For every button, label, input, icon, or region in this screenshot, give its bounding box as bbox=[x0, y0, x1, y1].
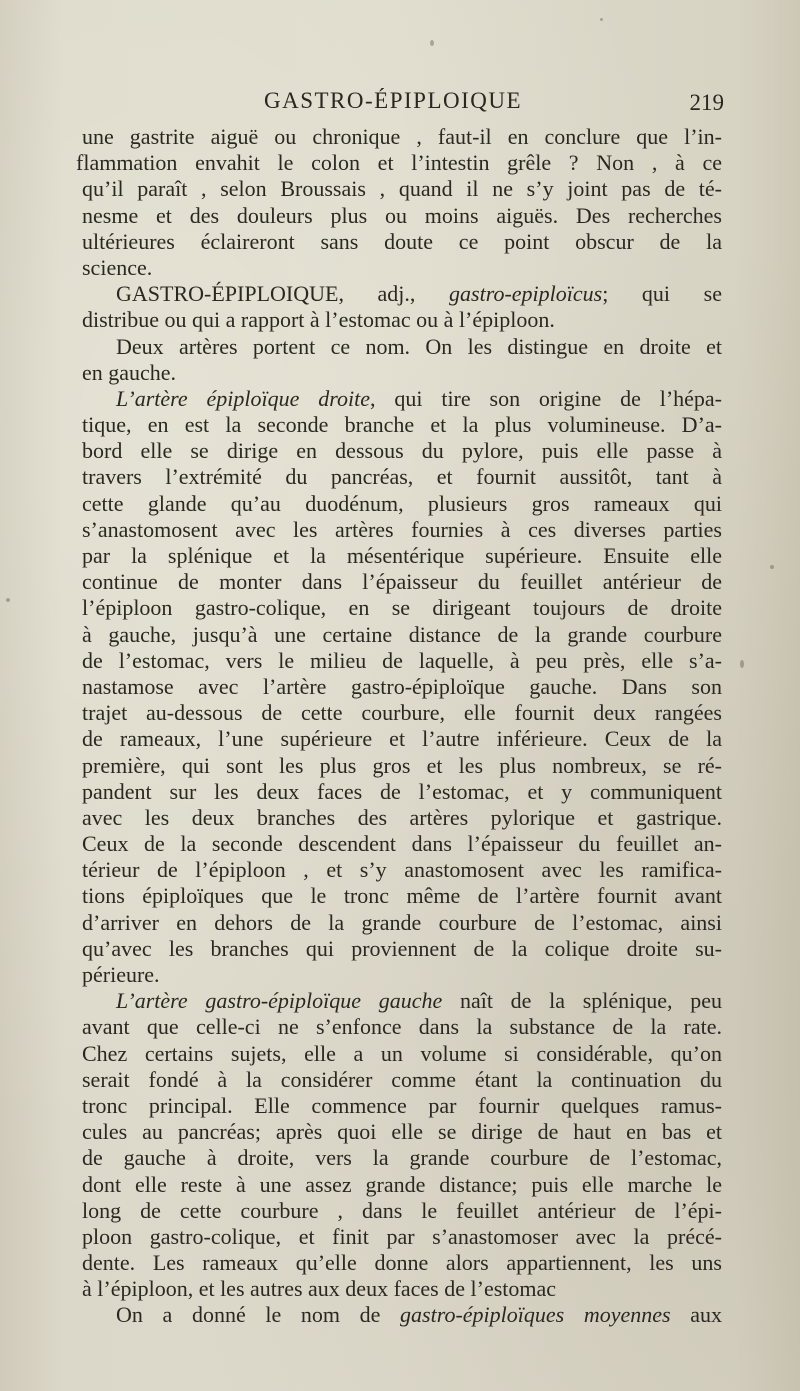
running-head bbox=[84, 88, 724, 124]
text-fragment: aux bbox=[670, 1302, 723, 1328]
text-line: tions épiploïques que le tronc même de l’artère fournit avant bbox=[82, 883, 722, 909]
text-line: une gastrite aiguë ou chronique , faut-il en conclure que l’in- bbox=[82, 124, 722, 149]
text-line: nastamose avec l’artère gastro-épiploïque gauche. Dans son bbox=[82, 673, 722, 699]
entry-heading: GASTRO-ÉPIPLOIQUE, adj., bbox=[116, 281, 450, 307]
ink-speck bbox=[430, 40, 434, 46]
text-line: tique, en est la seconde branche et la plus volumineuse. D’a- bbox=[82, 412, 722, 438]
text-line: de rameaux, l’une supérieure et l’autre inférieure. Ceux de la bbox=[82, 726, 722, 752]
text-line: qu’avec les branches qui proviennent de la colique droite su- bbox=[82, 935, 722, 961]
text-line: travers l’extrémité du pancréas, et fournit aussitôt, tant à bbox=[82, 464, 722, 490]
text-line: nesme et des douleurs plus ou moins aiguës. Des recherches bbox=[82, 202, 722, 228]
italic-subheading: L’artère épiploïque droite bbox=[116, 385, 371, 411]
text-line: ultérieures éclaireront sans doute ce point obscur de la bbox=[82, 228, 722, 254]
text-line: serait fondé à la considérer comme étant la continuation du bbox=[82, 1066, 722, 1092]
ink-speck bbox=[6, 598, 10, 602]
ink-speck bbox=[600, 18, 603, 21]
text-line: périeure. bbox=[82, 962, 160, 987]
text-line: distribue ou qui a rapport à l’estomac ou à l’épiploon. bbox=[82, 307, 555, 333]
text-line: dente. Les rameaux qu’elle donne alors appartiennent, les uns bbox=[82, 1250, 722, 1276]
text-fragment: naît de la splénique, peu bbox=[442, 988, 722, 1014]
text-line: Chez certains sujets, elle a un volume si considérable, qu’on bbox=[82, 1040, 722, 1066]
text-line: à gauche, jusqu’à une certaine distance de la grande courbure bbox=[82, 621, 722, 647]
italic-subheading: L’artère gastro-épiploïque gauche bbox=[116, 988, 443, 1014]
text-line: dont elle reste à une assez grande distance; puis elle marche le bbox=[82, 1171, 722, 1197]
text-line-entry-heading bbox=[82, 281, 722, 307]
text-line: continue de monter dans l’épaisseur du feuillet antérieur de bbox=[82, 569, 722, 595]
text-fragment: , qui tire son origine de l’hépa- bbox=[370, 385, 722, 411]
text-line: bord elle se dirige en dessous du pylore, puis elle passe à bbox=[82, 438, 722, 464]
text-line: térieur de l’épiploon , et s’y anastomosent avec les ramifica- bbox=[82, 857, 722, 883]
text-fragment: ; qui se bbox=[602, 281, 722, 307]
ink-speck bbox=[740, 660, 744, 668]
text-line: qu’il paraît , selon Broussais , quand il ne s’y joint pas de té- bbox=[82, 176, 722, 202]
text-line: s’anastomosent avec les artères fournies à ces diverses parties bbox=[82, 516, 722, 542]
text-line: pandent sur les deux faces de l’estomac, et y communiquent bbox=[82, 778, 722, 804]
text-line: Deux artères portent ce nom. On les distingue en droite et bbox=[116, 333, 722, 359]
text-line: d’arriver en dehors de la grande courbure de l’estomac, ainsi bbox=[82, 909, 722, 935]
text-line: avec les deux branches des artères pylorique et gastrique. bbox=[82, 804, 722, 830]
body-text bbox=[76, 124, 723, 1329]
text-line: par la splénique et la mésentérique supérieure. Ensuite elle bbox=[82, 543, 722, 568]
page-number: 219 bbox=[689, 90, 724, 115]
text-line: l’épiploon gastro-colique, en se dirigeant toujours de droite bbox=[82, 595, 722, 621]
italic-term: gastro-épiploïques moyennes bbox=[400, 1302, 671, 1328]
text-line: cules au pancréas; après quoi elle se dirige de haut en bas et bbox=[82, 1119, 722, 1145]
text-line: Ceux de la seconde descendent dans l’épaisseur du feuillet an- bbox=[82, 831, 722, 857]
text-line: trajet au-dessous de cette courbure, elle fournit deux rangées bbox=[82, 700, 722, 726]
text-line: tronc principal. Elle commence par fournir quelques ramus- bbox=[82, 1092, 722, 1118]
latin-term: gastro-epiploïcus bbox=[449, 281, 603, 307]
text-line-subheading bbox=[82, 988, 722, 1014]
text-line: science. bbox=[82, 254, 153, 280]
text-line: de l’estomac, vers le milieu de laquelle, à peu près, elle s’a- bbox=[82, 647, 722, 673]
text-line: flammation envahit le colon et l’intestin grêle ? Non , à ce bbox=[76, 150, 722, 176]
text-line: à l’épiploon, et les autres aux deux faces de l’estomac bbox=[82, 1276, 557, 1302]
text-line: avant que celle-ci ne s’enfonce dans la substance de la rate. bbox=[82, 1014, 722, 1040]
text-fragment: On a donné le nom de bbox=[116, 1302, 401, 1328]
text-line: première, qui sont les plus gros et les plus nombreux, se ré- bbox=[82, 752, 722, 778]
text-line-subheading bbox=[82, 386, 722, 412]
text-line: ploon gastro-colique, et finit par s’anastomoser avec la précé- bbox=[82, 1223, 722, 1249]
ink-speck bbox=[770, 565, 774, 569]
text-line: en gauche. bbox=[82, 359, 177, 385]
text-line: cette glande qu’au duodénum, plusieurs gros rameaux qui bbox=[82, 490, 722, 516]
text-line: long de cette courbure , dans le feuillet antérieur de l’épi- bbox=[82, 1197, 722, 1223]
text-line-closing bbox=[82, 1302, 722, 1328]
text-line: de gauche à droite, vers la grande courbure de l’estomac, bbox=[82, 1145, 722, 1171]
running-title: GASTRO-ÉPIPLOIQUE bbox=[264, 88, 523, 113]
